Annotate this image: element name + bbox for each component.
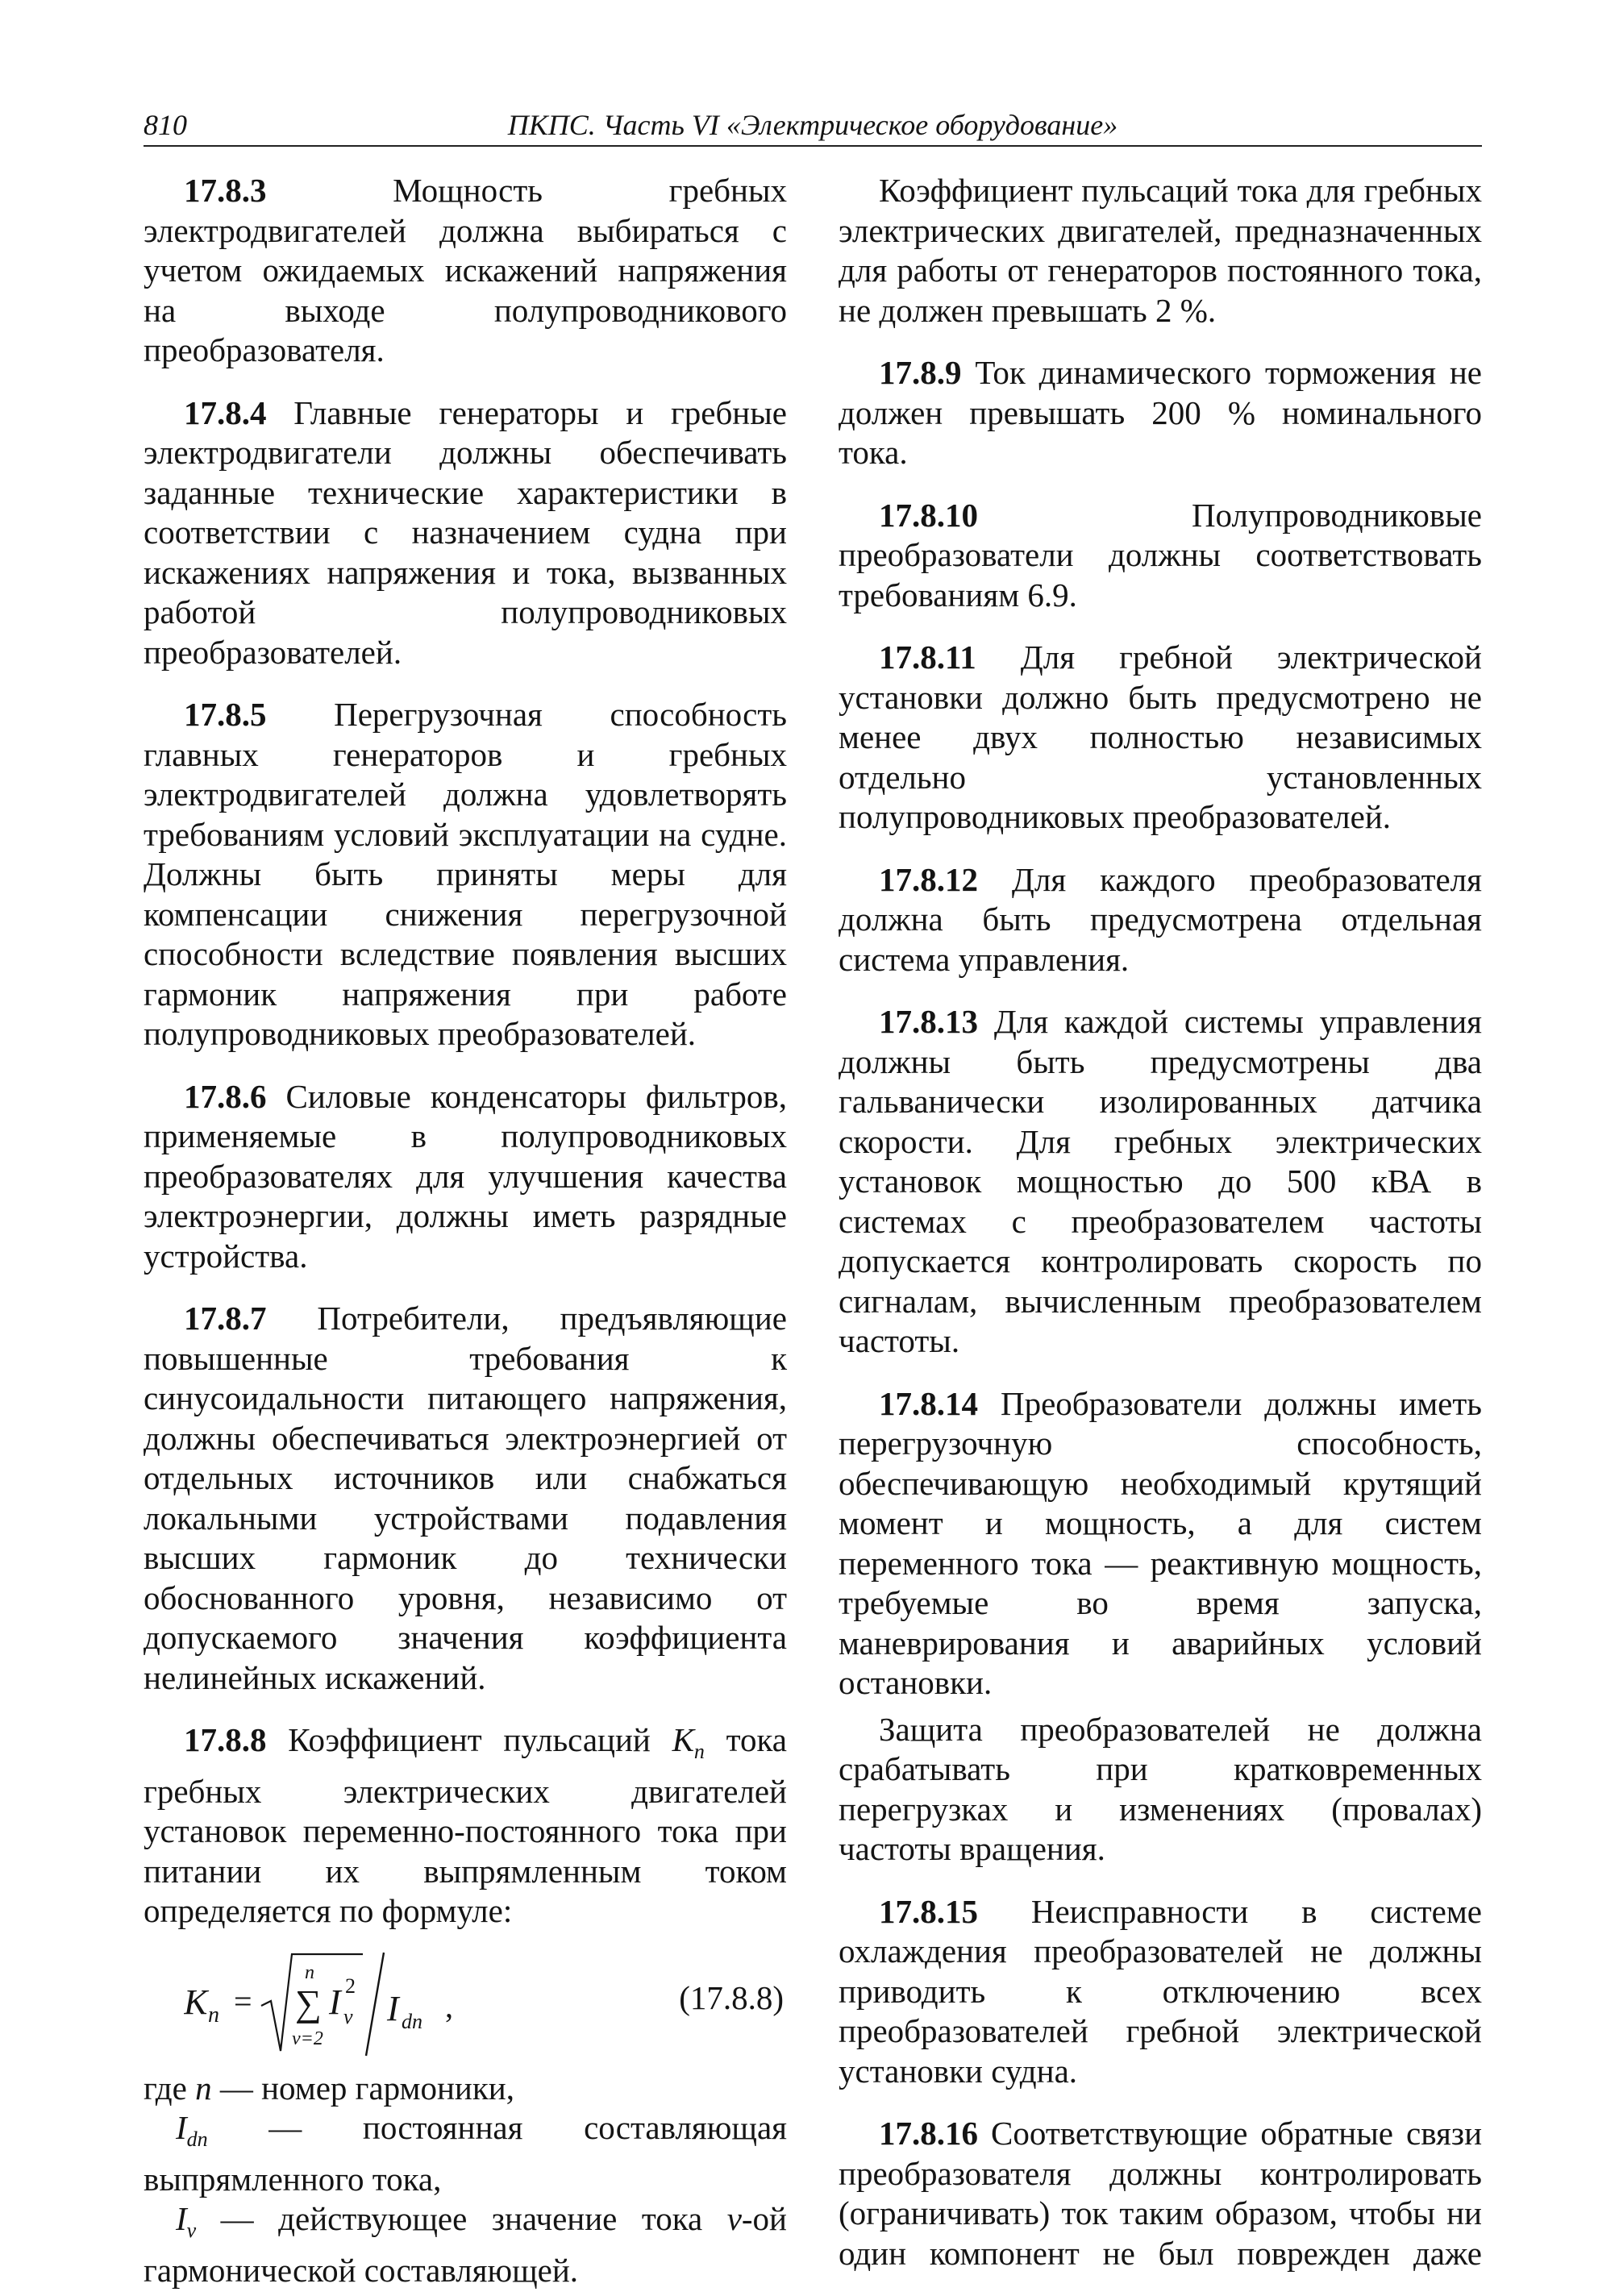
- v-symbol: v: [726, 2200, 742, 2238]
- clause-number: 17.8.4: [184, 393, 267, 431]
- paragraph-17-8-15: [839, 1892, 1482, 2092]
- paragraph-ripple-dc: Коэффициент пульсаций тока для гребных электрических двигателей, предназначенных для работы от генераторов постоянного тока, не должен превышать 2 %.: [839, 172, 1482, 329]
- paragraph-17-8-9: [839, 353, 1482, 473]
- clause-text: Полупроводниковые преобразователи должны соответствовать требованиям 6.9.: [839, 496, 1482, 614]
- clause-number: 17.8.12: [879, 860, 978, 898]
- clause-number: 17.8.6: [184, 1077, 267, 1115]
- running-title: ПКПС. Часть VI «Электрическое оборудование»: [507, 109, 1118, 141]
- clause-number: 17.8.13: [879, 1003, 978, 1040]
- page-header: [144, 103, 1482, 147]
- paragraph-17-8-7: [144, 1299, 787, 1698]
- clause-number: 17.8.3: [184, 172, 267, 209]
- paragraph-17-8-11: [839, 638, 1482, 838]
- clause-text: Главные генераторы и гребные электродвигатели должны обеспечивать заданные технические характеристики в соответствии с назначением судна при искажениях напряжения и тока, вызванных работой полупроводниковых преобразователей.: [144, 393, 787, 671]
- clause-number: 17.8.8: [184, 1721, 267, 1758]
- formula-term-sub: v: [343, 2004, 353, 2028]
- clause-text: Потребители, предъявляющие повышенные требования к синусоидальности питающего напряжения, должны обеспечиваться электроэнергией от отдельных источников или снабжаться локальными устройствами подавления высших гармоник до технически обоснованного уровня, независимо от допускаемого значения коэффициента нелинейных искажений.: [144, 1300, 787, 1696]
- clause-number: 17.8.5: [184, 696, 267, 733]
- clause-text: Для каждой системы управления должны быть предусмотрены два гальванически изолированных датчика скорости. Для гребных электрических установок мощностью до 500 кВА в системах с преобразователем частоты допускается контролировать скорость по сигналам, вычисленным преобразователем частоты.: [839, 1003, 1483, 1359]
- idn-definition: — постоянная составляющая выпрямленного тока,: [144, 2109, 788, 2198]
- clause-text: Соответствующие обратные связи преобразователя должны контролировать (ограничивать) ток таким образом, чтобы ни один компонент не был поврежден даже: [839, 2115, 1483, 2272]
- iv-definition: — действующее значение тока: [220, 2200, 703, 2238]
- paragraph-17-8-4: [144, 393, 787, 673]
- paragraph-17-8-12: [839, 860, 1482, 980]
- where-word: где: [144, 2069, 187, 2107]
- clause-number: 17.8.11: [879, 638, 976, 676]
- clause-text: Для гребной электрической установки должно быть предусмотрено не менее двух полностью независимых отдельно установленных полупроводниковых преобразователей.: [839, 638, 1482, 835]
- formula-lhs: K: [184, 1982, 208, 2022]
- iv-symbol: I: [176, 2200, 187, 2238]
- paragraph-17-8-3: [144, 171, 787, 371]
- definition-iv: [144, 2199, 787, 2290]
- clause-number: 17.8.14: [879, 1384, 978, 1422]
- clause-text: Для каждого преобразователя должна быть предусмотрена отдельная система управления.: [839, 860, 1483, 978]
- clause-text: Преобразователи должны иметь перегрузочную способность, обеспечивающую необходимый крутящий момент и мощность, а для систем переменного тока — реактивную мощность, требуемые во время запуска, маневрирования и аварийных условий остановки.: [839, 1384, 1482, 1701]
- clause-text: Коэффициент пульсаций: [288, 1721, 651, 1758]
- clause-text: Мощность гребных электродвигателей должна выбираться с учетом ожидаемых искажений напряжения на выходе полупроводникового преобразователя.: [144, 172, 787, 368]
- n-symbol: n: [195, 2069, 212, 2107]
- iv-subscript: v: [186, 2219, 197, 2243]
- definition-n: [144, 2069, 787, 2109]
- sum-symbol: ∑: [295, 1982, 322, 2024]
- formula-17-8-8: [144, 1943, 787, 2064]
- paragraph-17-8-6: [144, 1077, 787, 1277]
- paragraph-17-8-8: [144, 1720, 787, 1932]
- formula-definitions: [144, 2069, 787, 2291]
- formula-term-sup: 2: [345, 1974, 356, 1998]
- idn-subscript: dn: [186, 2128, 208, 2152]
- paragraph-17-8-5: [144, 695, 787, 1054]
- clause-number: 17.8.9: [879, 354, 962, 391]
- definition-idn: [144, 2108, 787, 2199]
- clause-text: Перегрузочная способность главных генераторов и гребных электродвигателей должна удовлетворять требованиям условий эксплуатации на судне. Должны быть приняты меры для компенсации снижения перегрузочной способности вследствие появления высших гармоник напряжения при работе полупроводниковых преобразователей.: [144, 696, 787, 1052]
- clause-number: 17.8.15: [879, 1892, 978, 1930]
- formula-term: I: [329, 1982, 341, 2022]
- clause-text: тока гребных электрических двигателей установок переменно-постоянного тока при питании их выпрямленным током определяется по формуле:: [144, 1721, 787, 1930]
- sum-upper-limit: n: [305, 1961, 314, 1983]
- ripple-symbol: K: [672, 1721, 694, 1758]
- paragraph-17-8-16: [839, 2114, 1482, 2273]
- clause-number: 17.8.7: [184, 1300, 267, 1337]
- formula-lhs-sub: n: [208, 2002, 219, 2028]
- ripple-subscript: n: [693, 1740, 705, 1764]
- clause-number: 17.8.16: [879, 2115, 978, 2152]
- paragraph-protection: Защита преобразователей не должна срабатывать при кратковременных перегрузках и изменениях (провалах) частоты вращения.: [839, 1710, 1482, 1867]
- clause-text: Ток динамического торможения не должен превышать 200 % номинального тока.: [839, 354, 1482, 471]
- ripple-formula: [184, 1943, 522, 2064]
- idn-symbol: I: [176, 2109, 187, 2147]
- iv-definition-end: -ой гармонической составляющей.: [144, 2200, 787, 2290]
- paragraph-17-8-10: [839, 496, 1482, 616]
- paragraph-17-8-13: [839, 1002, 1482, 1362]
- division-slash: [366, 1953, 384, 2056]
- sum-lower-limit: v=2: [292, 2028, 323, 2049]
- formula-equals: =: [234, 1982, 252, 2019]
- right-column: [839, 171, 1482, 2296]
- left-column: [144, 171, 787, 2291]
- formula-comma: ,: [445, 1987, 453, 2024]
- n-definition: — номер гармоники,: [219, 2069, 514, 2107]
- clause-text: Силовые конденсаторы фильтров, применяемые в полупроводниковых преобразователях для улучшения качества электроэнергии, должны иметь разрядные устройства.: [144, 1077, 787, 1275]
- formula-denominator-sub: dn: [402, 2009, 422, 2033]
- clause-number: 17.8.10: [879, 496, 978, 534]
- paragraph-17-8-14: [839, 1384, 1482, 1703]
- formula-denominator: I: [387, 1988, 399, 2028]
- clause-text: Неисправности в системе охлаждения преобразователей не должны приводить к отключению всех преобразователей гребной электрической установки судна.: [839, 1892, 1482, 2090]
- equation-number: (17.8.8): [679, 1978, 784, 2016]
- page-number: 810: [144, 109, 187, 141]
